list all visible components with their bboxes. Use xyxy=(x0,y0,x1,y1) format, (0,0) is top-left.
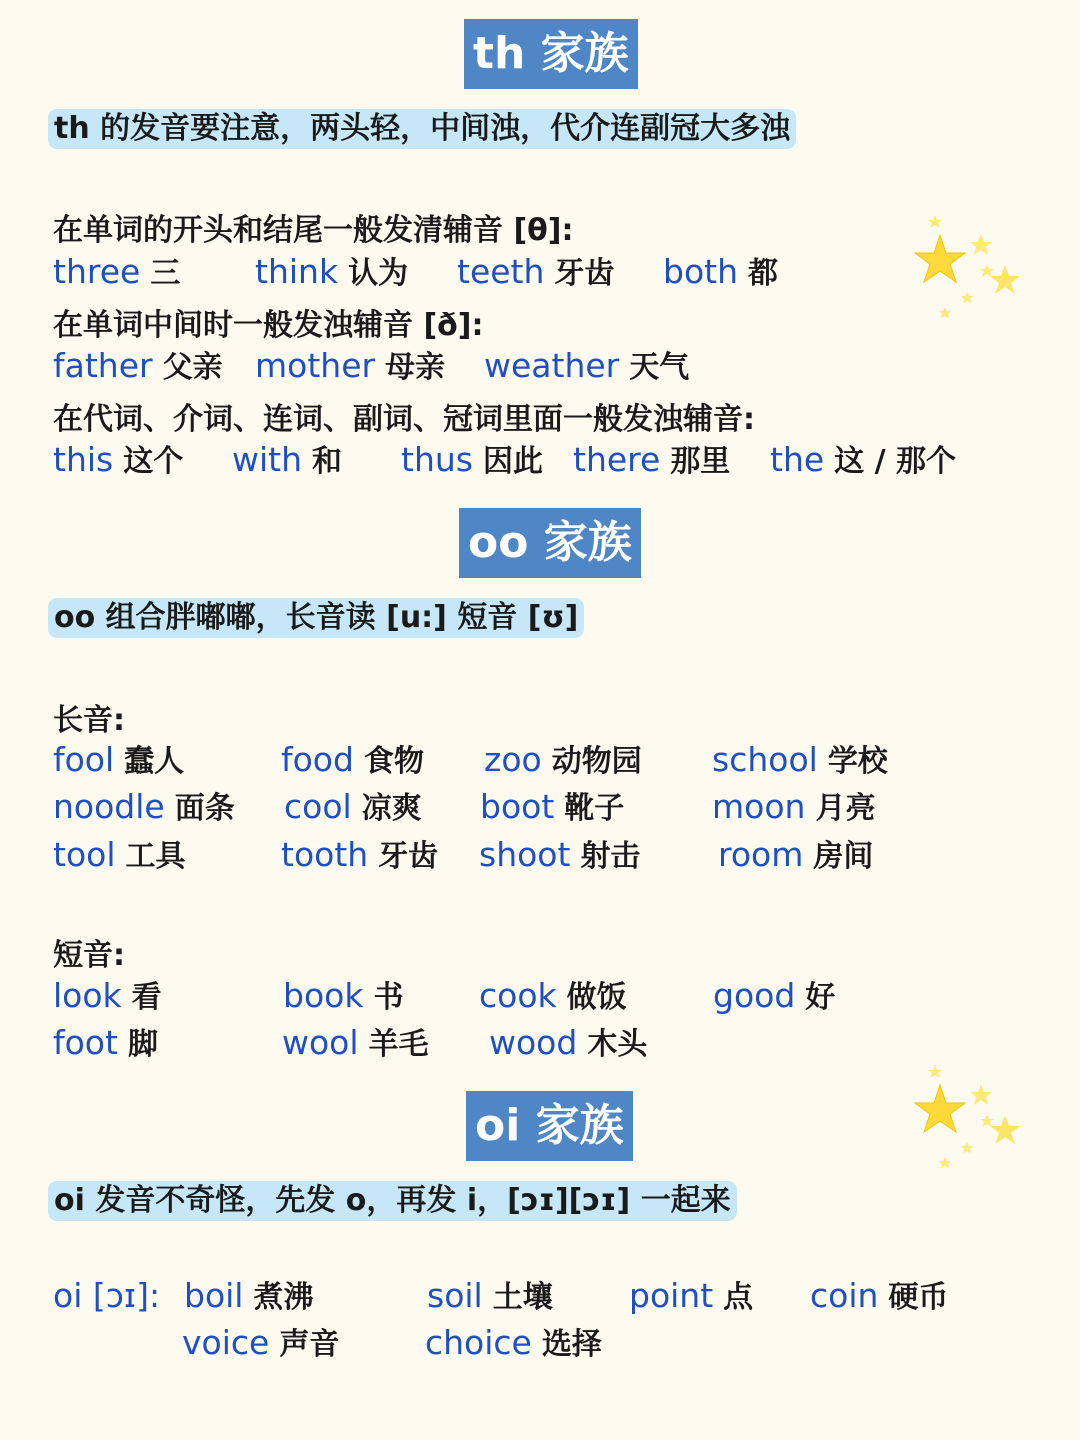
word-zh: 蠢人 xyxy=(124,744,185,779)
word-en: with xyxy=(232,440,303,479)
word-zh: 母亲 xyxy=(385,350,446,385)
word-boot xyxy=(480,787,624,829)
word-zh: 三 xyxy=(150,256,181,291)
word-en: soil xyxy=(427,1276,483,1315)
word-voice xyxy=(182,1323,339,1365)
word-noodle xyxy=(53,787,235,829)
word-zh: 都 xyxy=(748,256,778,291)
word-zh: 选择 xyxy=(541,1327,602,1362)
word-en: point xyxy=(629,1276,714,1315)
word-school xyxy=(712,740,888,782)
word-cool xyxy=(284,787,422,829)
word-zh: 硬币 xyxy=(888,1280,949,1315)
word-en: fool xyxy=(53,740,115,779)
word-zh: 工具 xyxy=(125,839,186,874)
word-zh: 声音 xyxy=(279,1327,340,1362)
word-zh: 父亲 xyxy=(162,350,223,385)
word-three xyxy=(53,252,180,294)
section-title-oo: oo 家族 xyxy=(459,508,641,578)
word-foot xyxy=(53,1023,158,1065)
word-en: good xyxy=(713,976,796,1015)
word-wood xyxy=(489,1023,647,1065)
word-tooth xyxy=(281,835,438,877)
word-zh: 凉爽 xyxy=(361,791,422,826)
word-zh: 土壤 xyxy=(492,1280,553,1315)
word-mother xyxy=(255,346,445,388)
word-en: shoot xyxy=(479,835,571,874)
word-soil xyxy=(427,1276,553,1318)
word-food xyxy=(281,740,424,782)
word-en: there xyxy=(573,440,661,479)
word-en: the xyxy=(770,440,825,479)
word-zoo xyxy=(484,740,642,782)
word-en: mother xyxy=(255,346,376,385)
word-en: foot xyxy=(53,1023,118,1062)
word-en: noodle xyxy=(53,787,165,826)
word-en: wool xyxy=(282,1023,359,1062)
word-tool xyxy=(53,835,186,877)
word-en: moon xyxy=(712,787,806,826)
word-fool xyxy=(53,740,184,782)
word-moon xyxy=(712,787,875,829)
word-thus xyxy=(401,440,543,482)
word-zh: 学校 xyxy=(827,744,888,779)
word-book xyxy=(283,976,403,1018)
word-room xyxy=(718,835,873,877)
word-zh: 射击 xyxy=(580,839,641,874)
word-zh: 好 xyxy=(805,980,836,1015)
label-voiced-th: 在单词中间时一般发浊辅音 [ð]: xyxy=(53,308,484,343)
rule-th: th 的发音要注意，两头轻，中间浊，代介连副冠大多浊 xyxy=(48,109,796,149)
word-en: tool xyxy=(53,835,116,874)
word-weather xyxy=(484,346,689,388)
word-en: thus xyxy=(401,440,473,479)
word-zh: 和 xyxy=(312,444,343,479)
word-think xyxy=(255,252,408,294)
word-zh: 煮沸 xyxy=(253,1280,314,1315)
word-teeth xyxy=(457,252,614,294)
word-zh: 食物 xyxy=(363,744,424,779)
word-boil xyxy=(184,1276,313,1318)
word-with xyxy=(232,440,342,482)
word-en: tooth xyxy=(281,835,369,874)
word-en: teeth xyxy=(457,252,545,291)
word-en: choice xyxy=(425,1323,532,1362)
word-zh: 牙齿 xyxy=(378,839,439,874)
word-zh: 脚 xyxy=(127,1027,158,1062)
word-en: think xyxy=(255,252,339,291)
word-zh: 书 xyxy=(373,980,404,1015)
word-en: wood xyxy=(489,1023,578,1062)
label-voiceless-th: 在单词的开头和结尾一般发清辅音 [θ]: xyxy=(53,213,574,248)
word-point xyxy=(629,1276,753,1318)
word-en: boot xyxy=(480,787,555,826)
word-en: look xyxy=(53,976,122,1015)
word-en: father xyxy=(53,346,153,385)
word-zh: 动物园 xyxy=(551,744,642,779)
word-zh: 牙齿 xyxy=(554,256,615,291)
section-title-th: th 家族 xyxy=(464,19,638,89)
word-this xyxy=(53,440,183,482)
word-zh: 羊毛 xyxy=(368,1027,429,1062)
word-father xyxy=(53,346,223,388)
word-en: cook xyxy=(479,976,557,1015)
word-en: school xyxy=(712,740,818,779)
word-zh: 面条 xyxy=(174,791,235,826)
word-zh: 靴子 xyxy=(564,791,625,826)
word-zh: 天气 xyxy=(629,350,690,385)
star-cluster-icon xyxy=(905,1060,1030,1175)
word-look xyxy=(53,976,162,1018)
word-en: this xyxy=(53,440,114,479)
word-en: boil xyxy=(184,1276,244,1315)
rule-oi: oi 发音不奇怪，先发 o，再发 i，[ɔɪ][ɔɪ] 一起来 xyxy=(48,1181,737,1221)
word-zh: 因此 xyxy=(482,444,543,479)
word-the xyxy=(770,440,956,482)
word-zh: 这个 xyxy=(123,444,184,479)
word-zh: 点 xyxy=(723,1280,754,1315)
word-zh: 房间 xyxy=(813,839,874,874)
word-zh: 做饭 xyxy=(566,980,627,1015)
word-en: food xyxy=(281,740,354,779)
word-choice xyxy=(425,1323,602,1365)
label-short-sound: 短音: xyxy=(53,938,125,973)
word-en: cool xyxy=(284,787,352,826)
word-en: three xyxy=(53,252,141,291)
label-function-words: 在代词、介词、连词、副词、冠词里面一般发浊辅音: xyxy=(53,402,755,437)
section-title-oi: oi 家族 xyxy=(466,1091,633,1161)
word-en: weather xyxy=(484,346,620,385)
word-coin xyxy=(810,1276,948,1318)
star-cluster-icon xyxy=(905,210,1030,325)
word-zh: 那里 xyxy=(670,444,731,479)
word-shoot xyxy=(479,835,640,877)
word-good xyxy=(713,976,835,1018)
word-wool xyxy=(282,1023,429,1065)
word-zh: 木头 xyxy=(587,1027,648,1062)
word-en: both xyxy=(663,252,738,291)
word-cook xyxy=(479,976,627,1018)
word-both xyxy=(663,252,778,294)
label-long-sound: 长音: xyxy=(53,703,125,738)
word-en: coin xyxy=(810,1276,879,1315)
rule-oo: oo 组合胖嘟嘟，长音读 [u:] 短音 [ʊ] xyxy=(48,598,584,638)
oi-phonetic-prefix: oi [ɔɪ]: xyxy=(53,1276,161,1315)
word-zh: 月亮 xyxy=(815,791,876,826)
word-en: voice xyxy=(182,1323,270,1362)
word-en: room xyxy=(718,835,804,874)
word-zh: 认为 xyxy=(348,256,409,291)
word-en: book xyxy=(283,976,364,1015)
word-zh: 看 xyxy=(131,980,162,1015)
word-en: zoo xyxy=(484,740,542,779)
word-zh: 这 / 那个 xyxy=(834,444,957,479)
word-there xyxy=(573,440,730,482)
